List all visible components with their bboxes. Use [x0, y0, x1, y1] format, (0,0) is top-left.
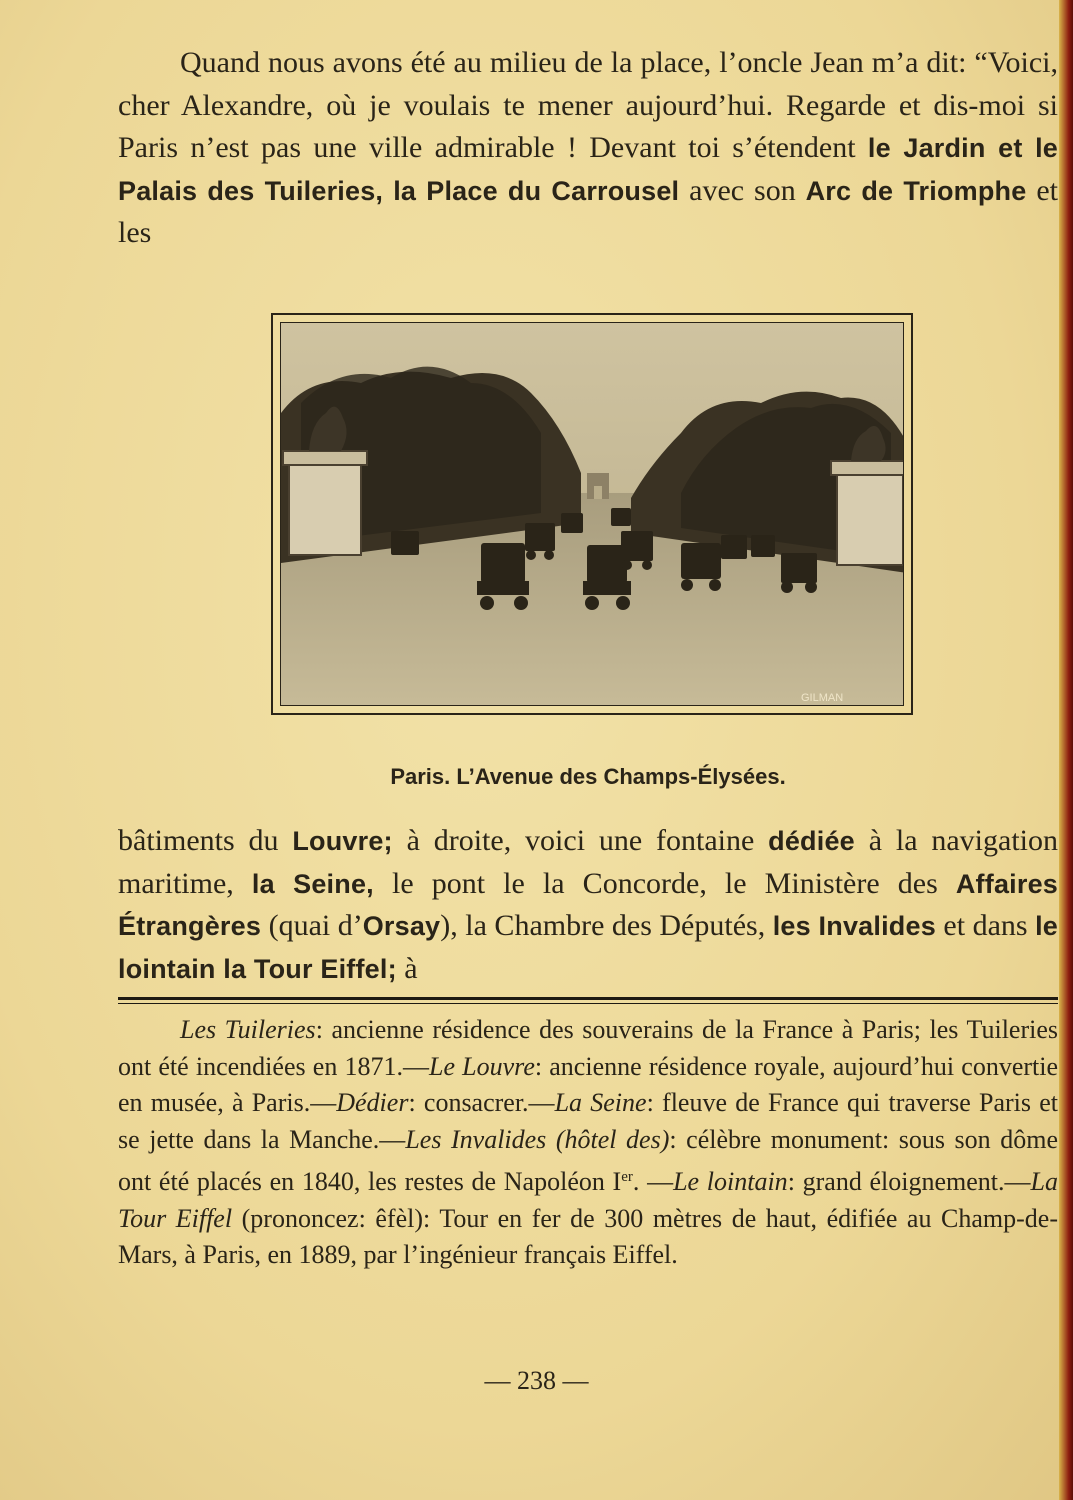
- paragraph-bottom-run: ), la Chambre des Députés,: [440, 909, 773, 942]
- paragraph-bottom-run: le pont le la Concorde, le Ministère des: [373, 866, 956, 900]
- notes-run: Les Tuileries: [180, 1015, 316, 1044]
- footnotes: [118, 1012, 1058, 1274]
- notes-run: Dédier: [336, 1088, 409, 1118]
- paragraph-bottom-run: les Invalides: [772, 911, 936, 941]
- paragraph-bottom-run: bâtiments du: [118, 824, 293, 857]
- notes-run: Le Louvre: [429, 1051, 535, 1081]
- paragraph-bottom-run: à droite, voici une fontaine: [392, 824, 769, 857]
- paragraph-bottom-run: Louvre;: [292, 826, 393, 856]
- footnote-rule-thin: [118, 1003, 1058, 1004]
- notes-run: . —: [632, 1166, 674, 1196]
- paragraph-bottom-run: Orsay: [362, 911, 441, 941]
- page-number: — 238 —: [484, 1366, 589, 1395]
- paragraph-bottom-run: et dans: [935, 909, 1036, 942]
- paragraph-bottom-run: le lointain la Tour Eiffel;: [118, 911, 1058, 984]
- paragraph-bottom-run: à la navigation maritime,: [118, 824, 1058, 900]
- paragraph-top-run: Arc de Triomphe: [805, 175, 1027, 206]
- photo-signature: GILMAN: [801, 692, 844, 704]
- notes-run: La Seine: [554, 1088, 647, 1118]
- paragraph-top-run: et les: [118, 173, 1059, 249]
- notes-run: Les Invalides (hôtel des): [405, 1125, 670, 1155]
- notes-run: : consacrer.—: [408, 1088, 555, 1118]
- figure-caption: Paris. L’Avenue des Champs-Élysées.: [390, 764, 786, 789]
- paragraph-bottom-run: dédiée: [768, 826, 855, 856]
- notes-run: : ancienne résidence des souverains de la France à Paris; les Tuileries ont été incendiées en 1871.—: [118, 1015, 1058, 1081]
- paragraph-bottom-run: (quai d’: [261, 909, 363, 942]
- paragraph-bottom-run: la Seine,: [251, 868, 374, 899]
- notes-run: : célèbre monument: sous son dôme ont été placés en 1840, les restes de Napoléon I: [118, 1125, 1058, 1196]
- footnote-rule: [118, 997, 1058, 1000]
- paragraph-bottom-run: à: [396, 951, 418, 985]
- paragraph-top-run: le Jardin et le Palais des Tuileries, la Place du Carrousel: [118, 133, 1058, 206]
- paragraph-bottom: [118, 820, 1058, 990]
- paragraph-top-run: Quand nous avons été au milieu de la place, l’oncle Jean m’a dit: “Voici, cher Alexandre, où je voulais te mener aujourd’hui. Regarde et dis-moi si Paris n’est pas une ville admirable ! Devant toi s’étendent: [118, 46, 1058, 164]
- figure-frame: [271, 313, 913, 715]
- notes-run: Le lointain: [673, 1166, 788, 1196]
- notes-run: (prononcez: êfèl): Tour en fer de 300 mètres de haut, édifiée au Champ-de-Mars, à Paris, en 1889, par l’ingénieur français Eiffel.: [118, 1203, 1058, 1270]
- photo-illustration: [281, 323, 904, 706]
- notes-run: : fleuve de France qui traverse Paris et se jette dans la Manche.—: [118, 1088, 1058, 1155]
- notes-run: : grand éloignement.—: [787, 1166, 1031, 1196]
- notes-run: La Tour Eiffel: [118, 1166, 1058, 1233]
- notes-run: : ancienne résidence royale, aujourd’hui convertie en musée, à Paris.—: [118, 1051, 1059, 1118]
- paragraph-bottom-run: Affaires Étrangères: [118, 868, 1058, 941]
- page-edge: [1059, 0, 1073, 1500]
- notes-run: er: [621, 1168, 633, 1185]
- paragraph-top-run: avec son: [679, 173, 806, 207]
- paragraph-top: [118, 42, 1058, 255]
- champs-elysees-photo: [280, 322, 904, 706]
